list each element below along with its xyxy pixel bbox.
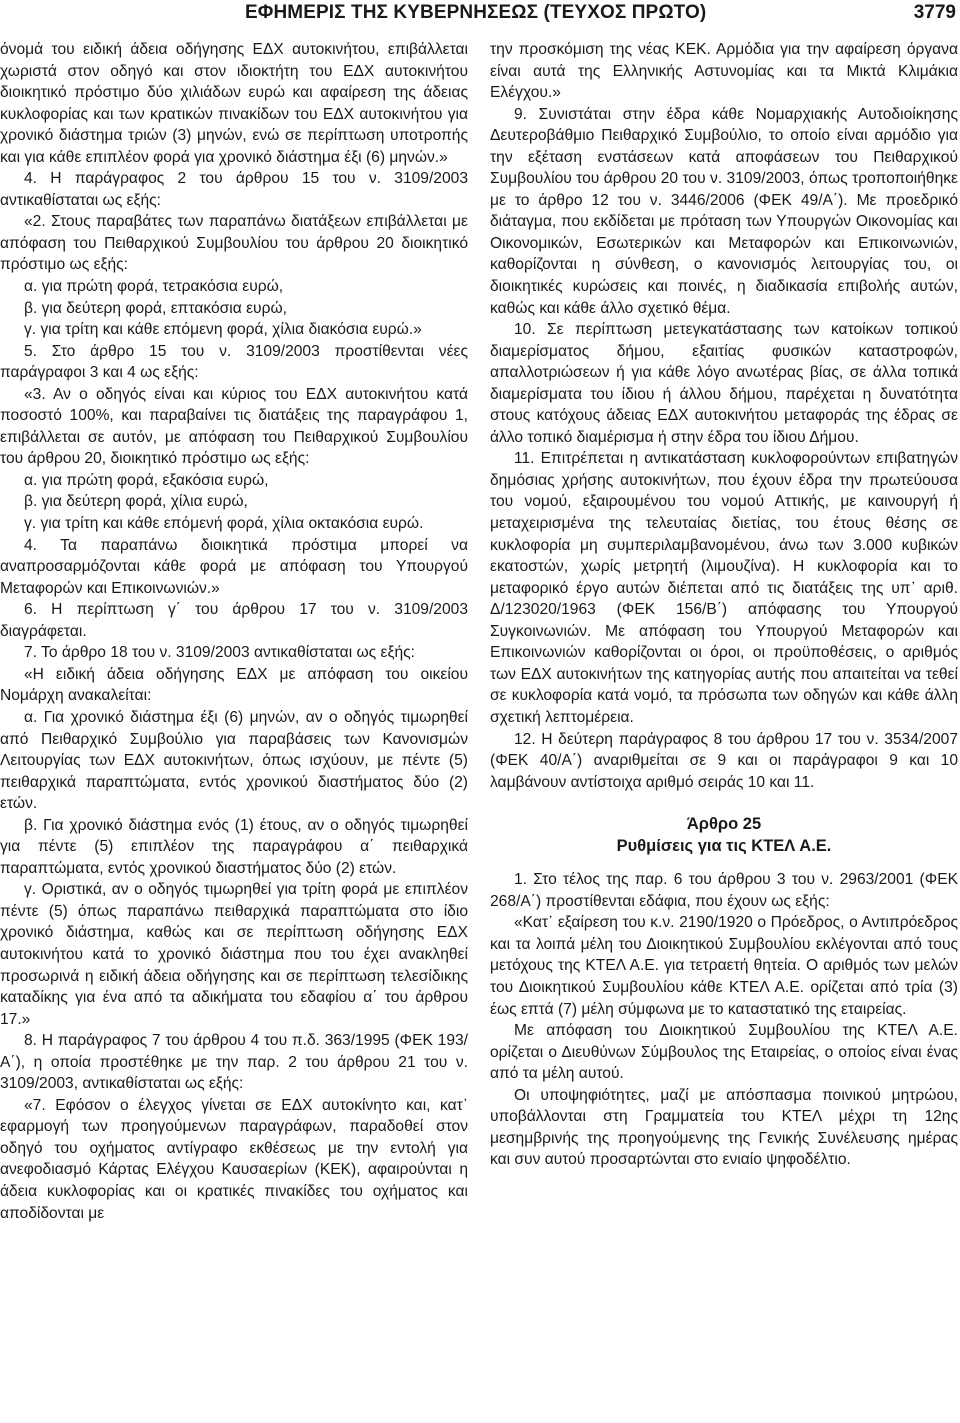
- article-number: Άρθρο 25: [686, 815, 762, 834]
- list-item: β. για δεύτερη φορά, επτακόσια ευρώ,: [24, 299, 287, 317]
- paragraph: Με απόφαση του Διοικητικού Συμβουλίου της ΚΤΕΛ Α.Ε. ορίζεται ο Διευθύνων Σύμβουλος της Εταιρείας, ο οποίος είναι ένας από τα μέλη αυτού.: [490, 1022, 958, 1083]
- paragraph: 4. Η παράγραφος 2 του άρθρου 15 του ν. 3109/2003 αντικαθίσταται ως εξής:: [0, 170, 468, 209]
- paragraph: 5. Στο άρθρο 15 του ν. 3109/2003 προστίθενται νέες παράγραφοι 3 και 4 ως εξής:: [0, 342, 468, 382]
- page-number: 3779: [913, 2, 956, 23]
- paragraph: α. Για χρονικό διάστημα έξι (6) μηνών, αν ο οδηγός τιμωρηθεί από Πειθαρχικό Συμβούλιο για παραβάσεις των Κανονισμών Λειτουργίας των ΕΔΧ αυτοκινήτων, όπως ισχύουν, με πέντε (5) πειθαρχικά παραπτώματα, εντός χρονικού διαστήματος δύο (2) ετών.: [0, 708, 468, 813]
- paragraph: 8. Η παράγραφος 7 του άρθρου 4 του π.δ. 363/1995 (ΦΕΚ 193/Α΄), η οποία προστέθηκε με την παρ. 2 του άρθρου 21 του ν. 3109/2003, αντικαθίσταται ως εξής:: [0, 1032, 468, 1093]
- paragraph: 7. Το άρθρο 18 του ν. 3109/2003 αντικαθίσταται ως εξής:: [24, 644, 415, 662]
- paragraph: «Κατ᾽ εξαίρεση του κ.ν. 2190/1920 ο Πρόεδρος, ο Αντιπρόεδρος και τα λοιπά μέλη του Διοικητικού Συμβουλίου εκλέγονται από τους μετόχους της ΚΤΕΛ Α.Ε. για τετραετή θητεία. Ο αριθμός των μελών του Διοικητικού Συμβουλίου κάθε ΚΤΕΛ Α.Ε. ορίζεται από τρία (3) έως επτά (7) μέλη σύμφωνα με το καταστατικό της εταιρείας.: [490, 914, 958, 1018]
- paragraph: «3. Αν ο οδηγός είναι και κύριος του ΕΔΧ αυτοκινήτου κατά ποσοστό 100%, και παραβαίνει τις διατάξεις της παραγράφου 1, επιβάλλεται σε αυτόν, με απόφαση του Πειθαρχικού Συμβουλίου του άρθρου 20, διοικητικό πρόστιμο ως εξής:: [0, 385, 468, 468]
- paragraph: την προσκόμιση της νέας ΚΕΚ. Αρμόδια για την αφαίρεση όργανα είναι αυτά της Ελληνικής Αστυνομίας και τα Μικτά Κλιμάκια Ελέγχου.»: [490, 41, 958, 102]
- list-item: γ. για τρίτη και κάθε επόμενη φορά, χίλια διακόσια ευρώ.»: [24, 321, 422, 339]
- paragraph: 4. Τα παραπάνω διοικητικά πρόστιμα μπορεί να αναπροσαρμόζονται κάθε φορά με απόφαση του Υπουργού Μεταφορών και Επικοινωνιών.»: [0, 536, 468, 597]
- list-item: β. για δεύτερη φορά, χίλια ευρώ,: [24, 493, 248, 511]
- page-header: [0, 0, 960, 30]
- paragraph: «Η ειδική άδεια οδήγησης ΕΔΧ με απόφαση του οικείου Νομάρχη ανακαλείται:: [0, 665, 468, 705]
- paragraph: όνομά του ειδική άδεια οδήγησης ΕΔΧ αυτοκινήτου, επιβάλλεται χωριστά στον οδηγό και στον ιδιοκτήτη του ΕΔΧ αυτοκινήτου διοικητικό πρόστιμο δύο χιλιάδων ευρώ και αφαίρεση της άδειας κυκλοφορίας και των κρατικών πινακίδων του ΕΔΧ αυτοκινήτου για χρονικό διάστημα τριών (3) μηνών, ενώ σε περίπτωση υποτροπής και για κάθε επιπλέον φορά για χρονικό διάστημα έξι (6) μηνών.»: [0, 41, 468, 166]
- left-column: [0, 39, 468, 1224]
- paragraph: 11. Επιτρέπεται η αντικατάσταση κυκλοφορούντων επιβατηγών δημόσιας χρήσης αυτοκινήτων, που έχουν έδρα την πρωτεύουσα του νομού, εξαιρουμένου του νομού Αττικής, με καινουργή ή μεταχειρισμένα της τελευταίας διετίας, του έτους θέσης σε κυκλοφορία μη συμπεριλαμβανομένου, άνω των 3.000 κυβικών εκατοστών, χωρίς μετρητή (λιμουζίνα). Η κυκλοφορία και το μεταφορικό έργο αυτών διέπεται από τις διατάξεις της υπ᾽ αριθ. Δ/123020/1963 (ΦΕΚ 156/Β΄) απόφασης του Υπουργού Συγκοινωνιών. Με απόφαση του Υπουργού Μεταφορών και Επικοινωνιών καθορίζονται οι όροι, οι προϋποθέσεις, ο αριθμός των ΕΔΧ αυτοκινήτων της κατηγορίας αυτής που απαιτείται να τεθεί σε κυκλοφορία κατά νομό, τα πρόσωπα των οδηγών και κάθε άλλη σχετική λεπτομέρεια.: [490, 450, 958, 726]
- list-item: α. για πρώτη φορά, τετρακόσια ευρώ,: [24, 278, 284, 296]
- paragraph: Οι υποψηφιότητες, μαζί με απόσπασμα ποινικού μητρώου, υποβάλλονται στη Γραμματεία του ΚΤΕΛ μέχρι τη 12ης μεσημβρινής της προηγούμενης της Γενικής Συνέλευσης ημέρας και συν αυτού προσαρτώνται στο ενιαίο ψηφοδέλτιο.: [490, 1086, 958, 1169]
- paragraph: «7. Εφόσον ο έλεγχος γίνεται σε ΕΔΧ αυτοκίνητο και, κατ᾽ εφαρμογή των προηγούμενων παραγράφων, παραδοθεί στον οδηγό του οχήματος αντίγραφο εκθέσεως με την εντολή για ανεφοδιασμό Κάρτας Ελέγχου Καυσαερίων (ΚΕΚ), αφαιρούνται η άδεια κυκλοφορίας και οι κρατικές πινακίδες του οχήματος και αποδίδονται με: [0, 1096, 468, 1222]
- paragraph: 10. Σε περίπτωση μετεγκατάστασης των κατοίκων τοπικού διαμερίσματος δήμου, εξαιτίας φυσικών καταστροφών, απαλλοτριώσεων ή για κάθε λόγο ανωτέρας βίας, σε άλλα τοπικά διαμερίσματα του ίδιου ή άλλου δήμου, παρέχεται η δυνατότητα στους κατόχους άδειας ΕΔΧ αυτοκινήτου μεταφοράς της έδρας σε άλλο τοπικό διαμέρισμα ή στην έδρα του ίδιου Δήμου.: [490, 321, 958, 446]
- paragraph: γ. Οριστικά, αν ο οδηγός τιμωρηθεί για τρίτη φορά με επιπλέον πέντε (5) όπως παραπάνω πειθαρχικά παραπτώματα στο ίδιο χρονικό διάστημα, καθώς και σε περίπτωση οδήγησης ΕΔΧ αυτοκινήτου κατά το χρονικό διάστημα που του έχει ανακληθεί προσωρινά η ειδική άδεια οδήγησης και σε περίπτωση τελεσίδικης καταδίκης για ένα από τα αδικήματα του εδαφίου α΄ του άρθρου 17.»: [0, 881, 468, 1028]
- article-title: Ρυθμίσεις για τις ΚΤΕΛ Α.Ε.: [616, 836, 832, 855]
- list-item: α. για πρώτη φορά, εξακόσια ευρώ,: [24, 471, 269, 489]
- paragraph: 1. Στο τέλος της παρ. 6 του άρθρου 3 του ν. 2963/2001 (ΦΕΚ 268/Α΄) προστίθενται εδάφια, που έχουν ως εξής:: [490, 871, 958, 910]
- list-item: γ. για τρίτη και κάθε επόμενή φορά, χίλια οκτακόσια ευρώ.: [24, 515, 424, 533]
- right-column: [490, 39, 958, 1171]
- paragraph: 6. Η περίπτωση γ΄ του άρθρου 17 του ν. 3109/2003 διαγράφεται.: [0, 601, 468, 640]
- paragraph: «2. Στους παραβάτες των παραπάνω διατάξεων επιβάλλεται με απόφαση του Πειθαρχικού Συμβουλίου του άρθρου 20 διοικητικό πρόστιμο ως εξής:: [0, 213, 468, 274]
- paragraph: 9. Συνιστάται στην έδρα κάθε Νομαρχιακής Αυτοδιοίκησης Δευτεροβάθμιο Πειθαρχικό Συμβούλιο, το οποίο είναι αρμόδιο για την εξέταση ενστάσεων κατά αποφάσεων του Πειθαρχικού Συμβουλίου του άρθρου 20 του ν. 3109/2003, όπως τροποποιήθηκε με το άρθρο 12 του ν. 3446/2006 (ΦΕΚ 49/Α΄). Με προεδρικό διάταγμα, που εκδίδεται με πρόταση των Υπουργών Οικονομίας και Οικονομικών, Εσωτερικών και Μεταφορών και Επικοινωνιών, καθορίζονται η σύνθεση, ο κανονισμός λειτουργίας του, οι διοικητικές κυρώσεις και ποινές, η διαδικασία επιβολής αυτών, καθώς και κάθε άλλο σχετικό θέμα.: [490, 105, 958, 317]
- gazette-title: ΕΦΗΜΕΡΙΣ ΤΗΣ ΚΥΒΕΡΝΗΣΕΩΣ (ΤΕΥΧΟΣ ΠΡΩΤΟ): [245, 2, 707, 23]
- paragraph: β. Για χρονικό διάστημα ενός (1) έτους, αν ο οδηγός τιμωρηθεί για πέντε (5) επιπλέον της παραγράφου α΄ πειθαρχικά παραπτώματα, εντός χρονικού διαστήματος δύο (2) ετών.: [0, 816, 468, 877]
- paragraph: 12. Η δεύτερη παράγραφος 8 του άρθρου 17 του ν. 3534/2007 (ΦΕΚ 40/Α΄) αναριθμείται σε 9 και οι παράγραφοι 9 και 10 λαμβάνουν αντίστοιχα αριθμό σειράς 10 και 11.: [490, 730, 958, 791]
